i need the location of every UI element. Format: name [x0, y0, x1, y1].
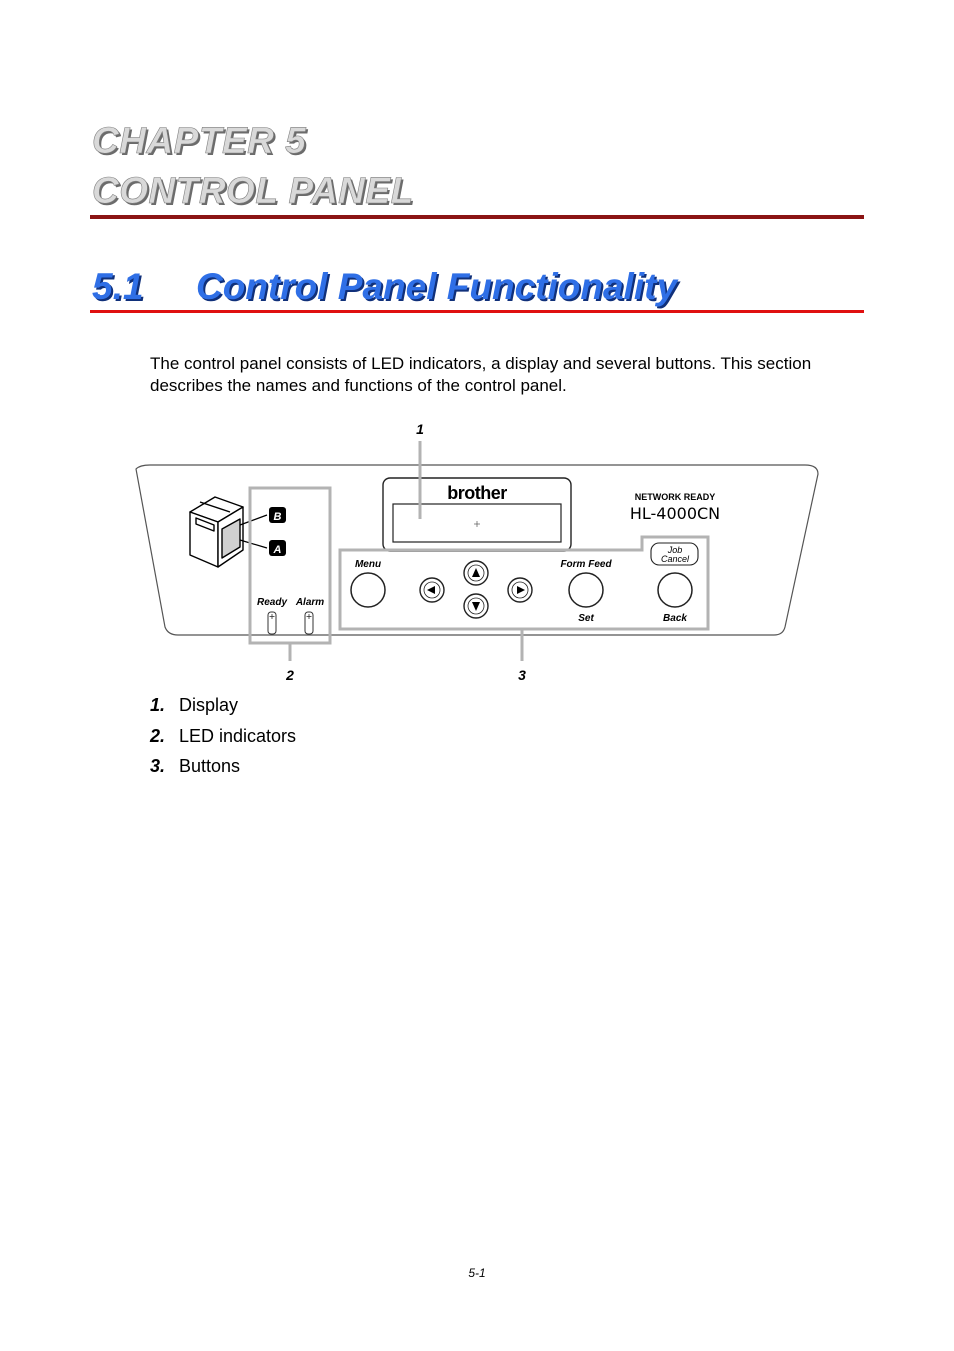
legend-number: 2.	[150, 725, 166, 746]
legend-item	[150, 724, 296, 755]
alarm-led-label: Alarm	[295, 597, 325, 608]
legend-text: LED indicators	[179, 725, 297, 746]
tray-b-label: B	[273, 511, 282, 523]
form-feed-label: Form Feed	[560, 559, 612, 570]
callout-2-number: 2	[286, 667, 294, 683]
cancel-label: Cancel	[660, 554, 690, 564]
page-number: 5-1	[468, 1266, 486, 1280]
brand-logo: brother	[447, 483, 507, 503]
legend-text: Display	[179, 695, 239, 715]
legend-text: Buttons	[179, 756, 241, 776]
legend-item	[150, 754, 296, 785]
legend-number: 3.	[150, 756, 166, 776]
section-number: 5.1	[92, 266, 144, 307]
chapter-name: CONTROL PANEL	[92, 170, 414, 211]
form-feed-set-button	[569, 573, 603, 607]
legend-number: 1.	[150, 695, 166, 715]
callout-1-number: 1	[416, 421, 424, 437]
tray-a-label: A	[273, 544, 282, 556]
intro-paragraph: The control panel consists of LED indicators, a display and several buttons. This section describes the names and functions of the control panel.	[150, 354, 812, 395]
model-name: HL-4000CN	[629, 504, 721, 523]
menu-button	[351, 573, 385, 607]
set-label: Set	[578, 613, 594, 624]
job-cancel-back-button	[658, 573, 692, 607]
ready-led-label: Ready	[256, 597, 288, 608]
callout-3-number: 3	[518, 667, 526, 683]
network-ready-label: NETWORK READY	[634, 492, 716, 502]
chapter-number: CHAPTER 5	[92, 120, 307, 161]
menu-label: Menu	[354, 559, 382, 570]
figure-legend	[150, 693, 296, 785]
section-heading: Control Panel Functionality	[196, 266, 678, 307]
legend-item	[150, 693, 296, 724]
job-label: Job	[667, 545, 683, 555]
back-label: Back	[663, 613, 687, 624]
